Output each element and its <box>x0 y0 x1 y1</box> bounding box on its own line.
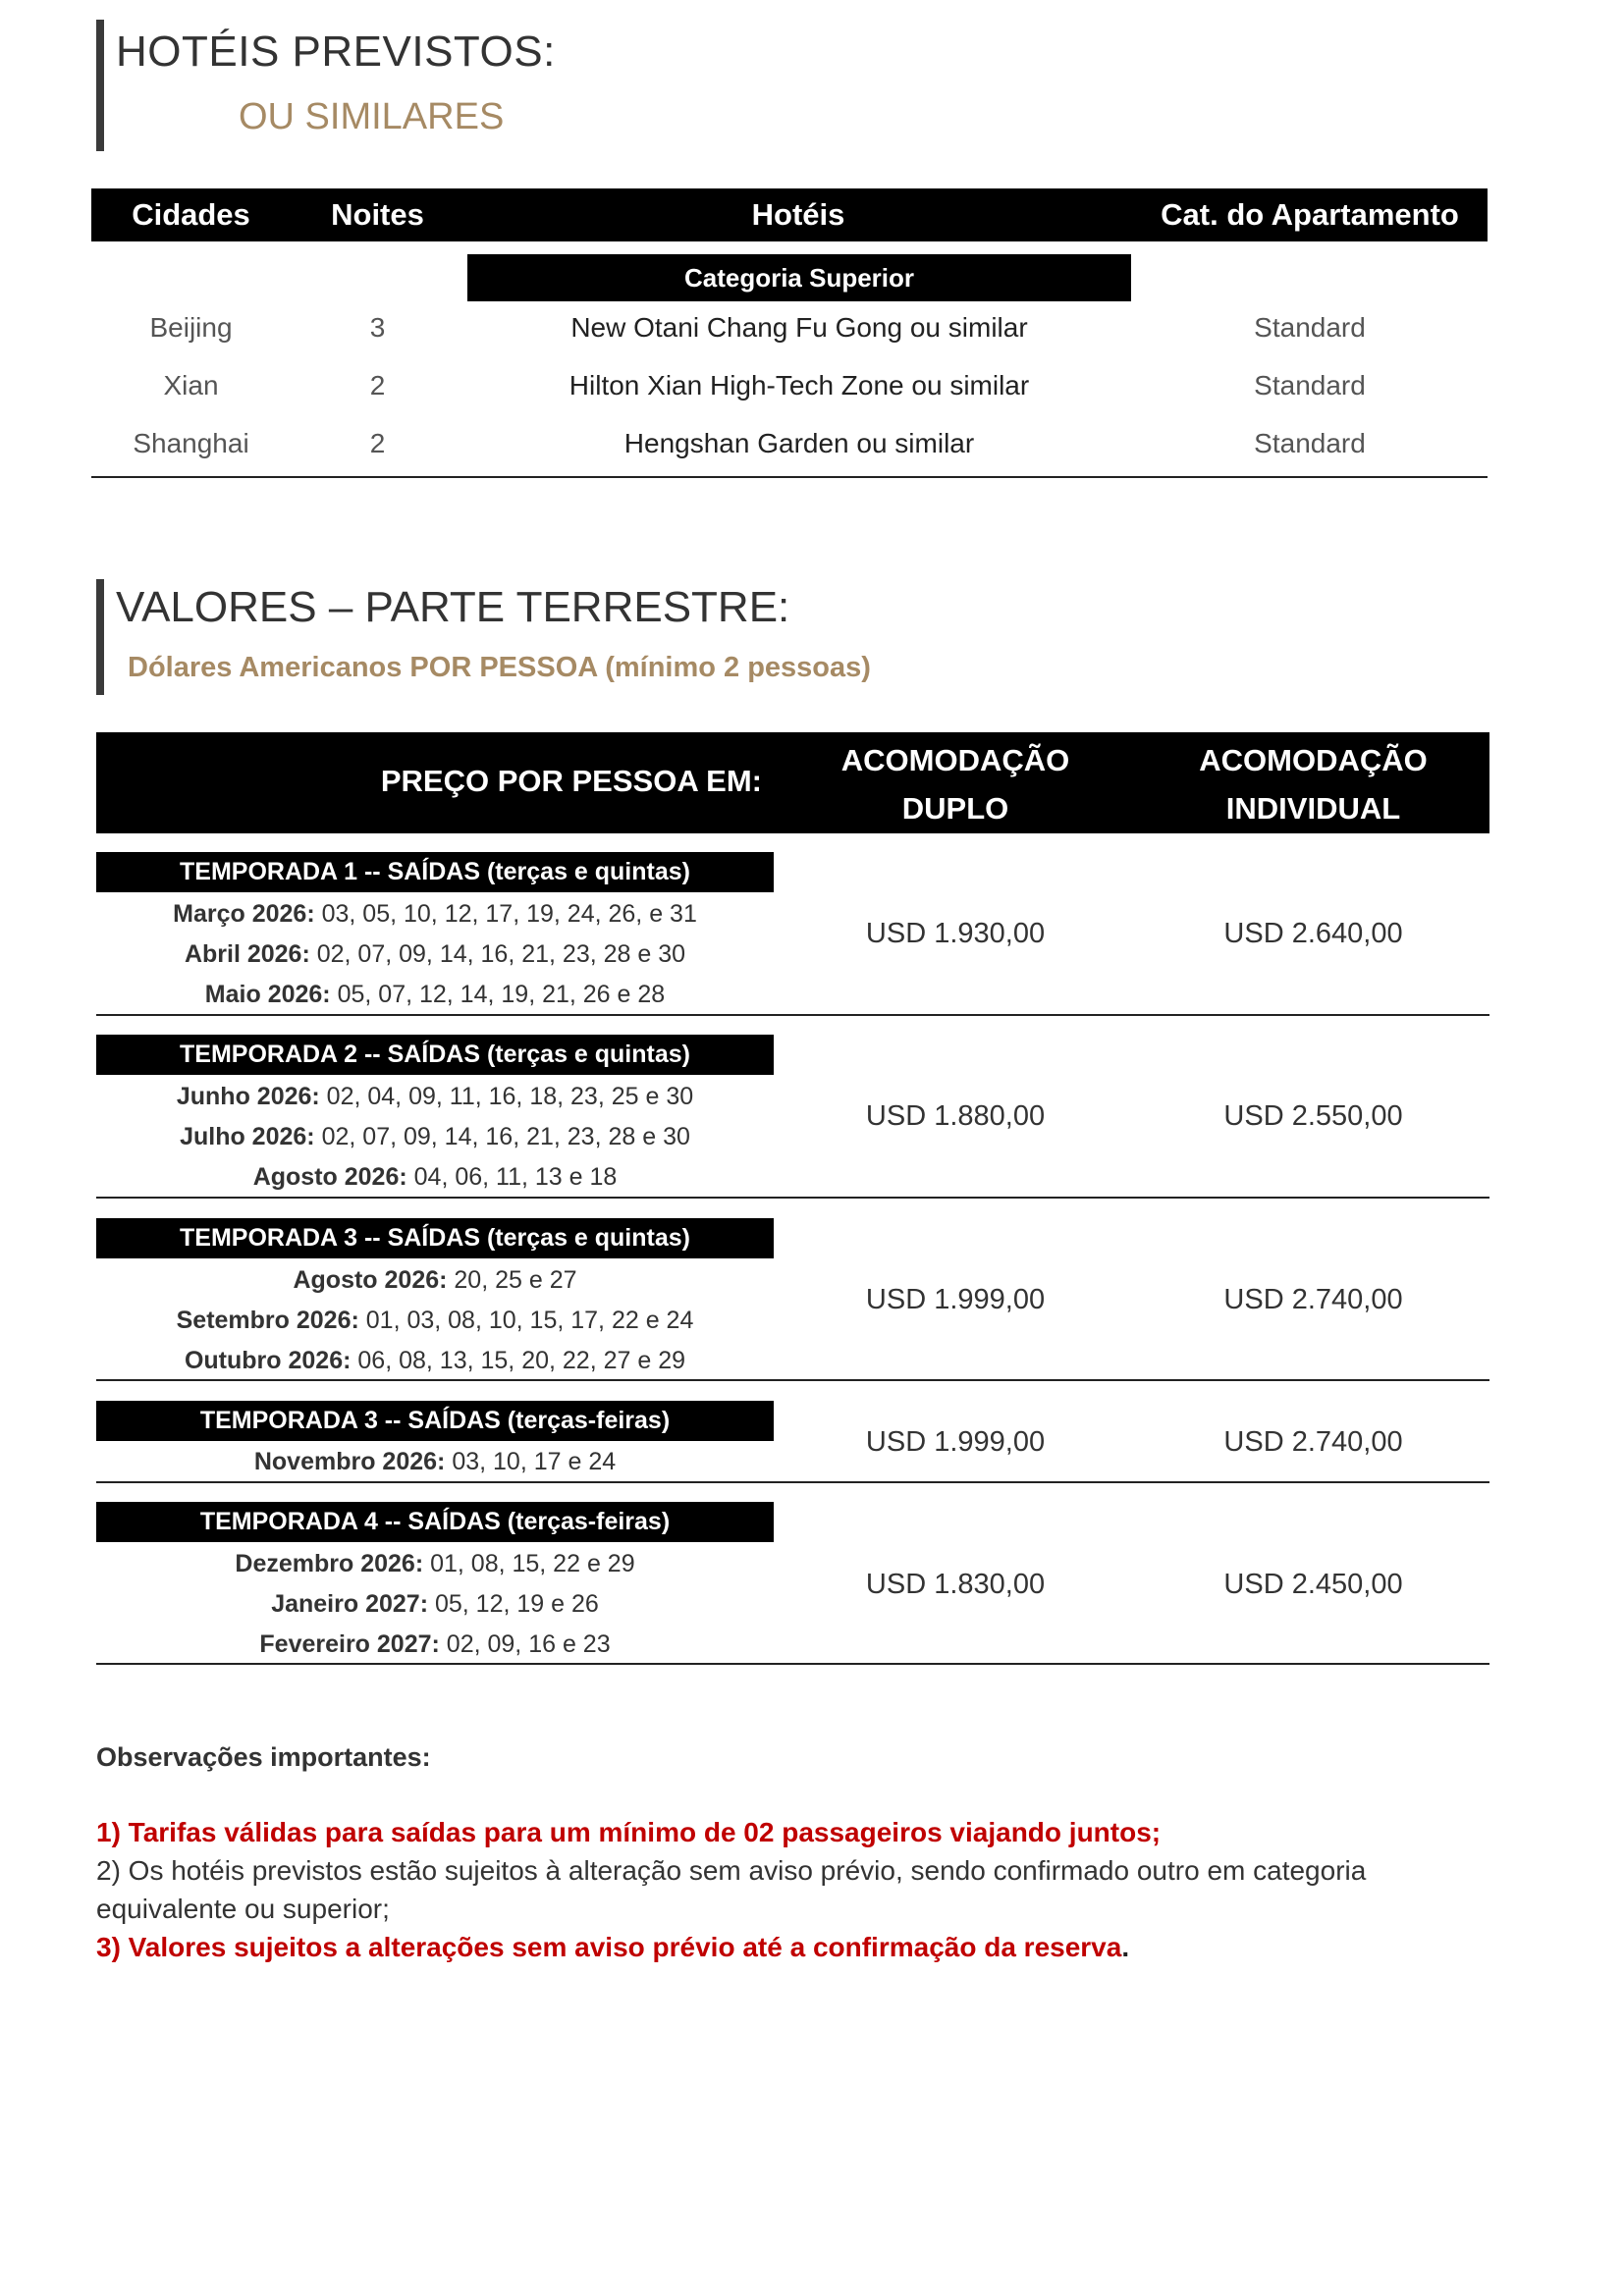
prices-section-subtitle: Dólares Americanos POR PESSOA (mínimo 2 pessoas) <box>128 652 871 683</box>
hotels-section-title: HOTÉIS PREVISTOS: <box>116 27 556 76</box>
days-list: 03, 05, 10, 12, 17, 19, 24, 26, e 31 <box>314 900 697 928</box>
row-divider <box>96 1379 1489 1381</box>
month-label: Setembro 2026: <box>176 1307 359 1334</box>
double-room-header-line2: DUPLO <box>901 791 1009 826</box>
hotel-cell: Hengshan Garden ou similar <box>623 428 975 458</box>
days-list: 20, 25 e 27 <box>447 1266 577 1294</box>
date-line <box>96 894 774 934</box>
date-line <box>96 975 774 1015</box>
month-label: Janeiro 2027: <box>271 1590 429 1618</box>
days-list: 05, 07, 12, 14, 19, 21, 26 e 28 <box>330 981 666 1008</box>
month-label: Agosto 2026: <box>293 1266 448 1294</box>
days-list: 01, 08, 15, 22 e 29 <box>423 1550 635 1577</box>
prices-section-title: VALORES – PARTE TERRESTRE: <box>116 583 790 631</box>
month-label: Julho 2026: <box>180 1123 315 1150</box>
month-label: Abril 2026: <box>184 940 310 968</box>
row-divider <box>96 1197 1489 1199</box>
season-dates <box>96 1077 774 1198</box>
days-list: 04, 06, 11, 13 e 18 <box>406 1163 618 1191</box>
date-line <box>96 1584 774 1625</box>
month-label: Março 2026: <box>173 900 315 928</box>
observation-2: 2) Os hotéis previstos estão sujeitos à alteração sem aviso prévio, sendo confirmado outro em categoria equivalente ou superior; <box>96 1855 1367 1924</box>
single-price: USD 2.740,00 <box>1223 1426 1403 1458</box>
date-line <box>96 1117 774 1157</box>
season-label: TEMPORADA 3 -- SAÍDAS (terças e quintas) <box>96 1218 774 1258</box>
double-price: USD 1.930,00 <box>865 918 1046 949</box>
section-accent-bar <box>96 579 104 695</box>
double-price: USD 1.830,00 <box>865 1569 1046 1600</box>
month-label: Junho 2026: <box>176 1083 320 1110</box>
city-cell: Shanghai <box>133 428 249 458</box>
date-line <box>96 1544 774 1584</box>
room-category-cell: Standard <box>1254 428 1366 458</box>
row-divider <box>96 1663 1489 1665</box>
nights-cell: 3 <box>369 312 386 343</box>
observation-3 <box>96 1928 1490 1966</box>
hotel-cell: New Otani Chang Fu Gong ou similar <box>570 312 1028 343</box>
date-line <box>96 1442 774 1482</box>
days-list: 02, 04, 09, 11, 16, 18, 23, 25 e 30 <box>319 1083 694 1110</box>
season-label: TEMPORADA 4 -- SAÍDAS (terças-feiras) <box>96 1502 774 1542</box>
season-label: TEMPORADA 3 -- SAÍDAS (terças-feiras) <box>96 1401 774 1441</box>
days-list: 01, 03, 08, 10, 15, 17, 22 e 24 <box>358 1307 694 1334</box>
date-line <box>96 1625 774 1665</box>
column-header-hotels: Hotéis <box>751 197 845 232</box>
month-label: Fevereiro 2027: <box>259 1630 440 1658</box>
room-category-cell: Standard <box>1254 312 1366 343</box>
month-label: Novembro 2026: <box>253 1448 446 1475</box>
observations-title: Observações importantes: <box>96 1742 431 1772</box>
season-dates <box>96 1260 774 1381</box>
row-divider <box>96 1014 1489 1016</box>
hotels-table-header <box>91 188 1488 241</box>
hotel-cell: Hilton Xian High-Tech Zone ou similar <box>568 370 1030 400</box>
city-cell: Beijing <box>149 312 233 343</box>
date-line <box>96 1077 774 1117</box>
price-per-person-header <box>96 764 774 799</box>
room-category-cell: Standard <box>1254 370 1366 400</box>
double-price: USD 1.880,00 <box>865 1100 1046 1132</box>
category-label: Categoria Superior <box>467 254 1131 301</box>
table-bottom-rule <box>91 476 1488 478</box>
double-price: USD 1.999,00 <box>865 1284 1046 1315</box>
days-list: 02, 07, 09, 14, 16, 21, 23, 28 e 30 <box>314 1123 690 1150</box>
price-per-person-label: PREÇO POR PESSOA EM: <box>380 764 762 798</box>
prices-table-header <box>96 732 1489 833</box>
month-label: Outubro 2026: <box>184 1347 352 1374</box>
row-divider <box>96 1481 1489 1483</box>
double-room-header <box>774 736 1137 832</box>
season-dates <box>96 894 774 1015</box>
days-list: 06, 08, 13, 15, 20, 22, 27 e 29 <box>351 1347 686 1374</box>
single-price: USD 2.450,00 <box>1223 1569 1403 1600</box>
date-line <box>96 1157 774 1198</box>
column-header-nights: Noites <box>331 197 424 232</box>
hotels-section-subtitle: OU SIMILARES <box>239 96 505 137</box>
observation-3-period: . <box>1121 1932 1130 1962</box>
season-dates <box>96 1544 774 1665</box>
days-list: 02, 09, 16 e 23 <box>439 1630 611 1658</box>
city-cell: Xian <box>163 370 219 400</box>
month-label: Dezembro 2026: <box>235 1550 424 1577</box>
nights-cell: 2 <box>369 370 386 400</box>
date-line <box>96 1301 774 1341</box>
observation-3-text: 3) Valores sujeitos a alterações sem aviso prévio até a confirmação da reserva <box>96 1932 1122 1962</box>
season-label: TEMPORADA 2 -- SAÍDAS (terças e quintas) <box>96 1035 774 1075</box>
date-line <box>96 1341 774 1381</box>
season-dates <box>96 1442 774 1482</box>
month-label: Agosto 2026: <box>252 1163 407 1191</box>
single-price: USD 2.550,00 <box>1223 1100 1403 1132</box>
days-list: 03, 10, 17 e 24 <box>445 1448 617 1475</box>
section-accent-bar <box>96 20 104 151</box>
nights-cell: 2 <box>369 428 386 458</box>
days-list: 05, 12, 19 e 26 <box>428 1590 599 1618</box>
date-line <box>96 934 774 975</box>
month-label: Maio 2026: <box>204 981 331 1008</box>
date-line <box>96 1260 774 1301</box>
single-room-header-line2: INDIVIDUAL <box>1225 791 1401 826</box>
single-room-header <box>1137 736 1489 832</box>
column-header-cities: Cidades <box>132 197 250 232</box>
single-room-header-line1: ACOMODAÇÃO <box>1199 743 1428 777</box>
double-room-header-line1: ACOMODAÇÃO <box>840 743 1070 777</box>
days-list: 02, 07, 09, 14, 16, 21, 23, 28 e 30 <box>309 940 686 968</box>
observation-1: 1) Tarifas válidas para saídas para um mínimo de 02 passageiros viajando juntos; <box>96 1817 1162 1847</box>
season-label: TEMPORADA 1 -- SAÍDAS (terças e quintas) <box>96 852 774 892</box>
single-price: USD 2.640,00 <box>1223 918 1403 949</box>
single-price: USD 2.740,00 <box>1223 1284 1403 1315</box>
column-header-room-category: Cat. do Apartamento <box>1161 197 1459 232</box>
double-price: USD 1.999,00 <box>865 1426 1046 1458</box>
